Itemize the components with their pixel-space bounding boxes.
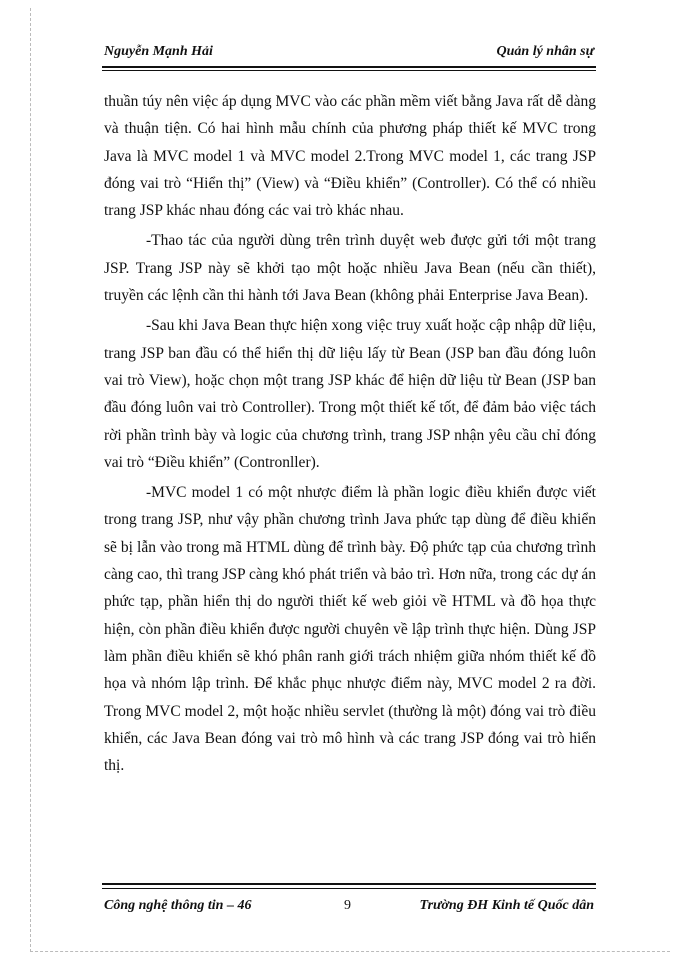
footer-rule-thick <box>102 883 596 885</box>
page-header <box>104 44 594 66</box>
footer-rule-thin <box>102 888 596 889</box>
header-subject: Quản lý nhân sự <box>496 44 594 59</box>
paragraph-3: -Sau khi Java Bean thực hiện xong việc truy xuất hoặc cập nhập dữ liệu, trang JSP ban đầu có thể hiển thị dữ liệu lấy từ Bean (JSP ban đầu đóng luôn vai trò View), hoặc chọn một trang JSP khác để hiện dữ liệu từ Bean (JSP ban đầu đóng luôn vai trò Controller). Trong một thiết kế tốt, để đảm bảo việc tách rời phần trình bày và logic của chương trình, trang JSP nhận yêu cầu chỉ đóng vai trò “Điều khiển” (Contronller). <box>104 317 596 471</box>
footer-department: Công nghệ thông tin – 46 <box>104 898 252 913</box>
header-rule-thin <box>102 70 596 71</box>
page-number: 9 <box>344 898 351 913</box>
paragraph-1: thuần túy nên việc áp dụng MVC vào các phần mềm viết bằng Java rất dễ dàng và thuận tiện. Có hai hình mẫu chính của phương pháp thiết kế MVC trong Java là MVC model 1 và MVC model 2.Trong MVC model 1, các trang JSP đóng vai trò “Hiển thị” (View) và “Điều khiển” (Controller). Có thể có nhiều trang JSP khác nhau đóng các vai trò khác nhau. <box>104 93 596 220</box>
page-footer <box>104 898 594 920</box>
paragraph-2: -Thao tác của người dùng trên trình duyệt web được gửi tới một trang JSP. Trang JSP này sẽ khởi tạo một hoặc nhiều Java Bean (nếu cần thiết), truyền các lệnh cần thi hành tới Java Bean (không phải Enterprise Java Bean). <box>104 232 596 305</box>
page-frame-left-edge <box>30 8 31 952</box>
paragraph-4: -MVC model 1 có một nhược điểm là phần logic điều khiển được viết trong trang JSP, như vậy phần chương trình Java phức tạp dùng để điều khiển sẽ bị lẫn vào trong mã HTML dùng để trình bày. Độ phức tạp của chương trình càng cao, thì trang JSP càng khó phát triển và bảo trì. Hơn nữa, trong các dự án phức tạp, phần hiển thị do người thiết kế web giỏi về HTML và đồ họa thực hiện, còn phần điều khiển được người chuyên về lập trình thực hiện. Dùng JSP làm phần điều khiển sẽ khó phân ranh giới trách nhiệm giữa nhóm thiết kế đồ họa và nhóm lập trình. Để khắc phục nhược điểm này, MVC model 2 ra đời. Trong MVC model 2, một hoặc nhiều servlet (thường là một) đóng vai trò điều khiển, các Java Bean đóng vai trò mô hình và các trang JSP đóng vai trò hiển thị. <box>104 484 596 775</box>
page-frame-bottom-edge <box>30 951 670 952</box>
footer-university: Trường ĐH Kinh tế Quốc dân <box>419 898 594 913</box>
header-rule-thick <box>102 66 596 68</box>
body-text <box>104 88 596 782</box>
header-author: Nguyễn Mạnh Hải <box>104 44 213 59</box>
